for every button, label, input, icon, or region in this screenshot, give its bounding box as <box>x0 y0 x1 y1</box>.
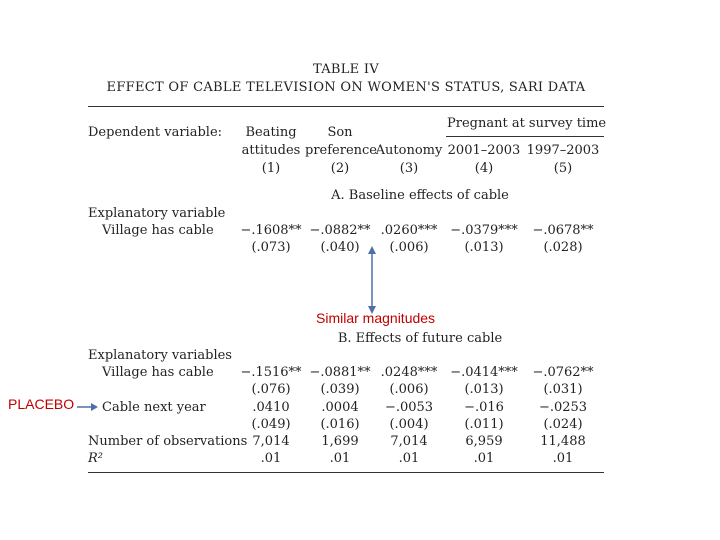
panel-b-row2-coef-5: −.0253 <box>538 400 588 415</box>
col2-line2: preference <box>305 143 377 158</box>
panel-a-se-4: (.013) <box>464 240 504 255</box>
r2-4: .01 <box>473 451 495 466</box>
col5-line2: 1997–2003 <box>526 143 600 158</box>
panel-b-row1-coef-5: −.0762** <box>532 365 594 380</box>
panel-b-row2-label: Cable next year <box>102 400 206 415</box>
panel-b-row2-coef-4: −.016 <box>464 400 504 415</box>
right-arrow-icon <box>76 400 100 414</box>
panel-b-row2-se-1: (.049) <box>251 417 291 432</box>
r2-2: .01 <box>329 451 351 466</box>
panel-b-row1-se-5: (.031) <box>543 382 583 397</box>
r2-1: .01 <box>260 451 282 466</box>
panel-b-row1-se-2: (.039) <box>320 382 360 397</box>
col1-num: (1) <box>261 161 281 176</box>
panel-b-row2-se-5: (.024) <box>543 417 583 432</box>
panel-a-se-2: (.040) <box>320 240 360 255</box>
obs-4: 6,959 <box>465 434 503 449</box>
panel-a-se-3: (.006) <box>389 240 429 255</box>
col1-line1: Beating <box>245 125 297 140</box>
panel-a-coef-1: −.1608** <box>240 223 302 238</box>
col4-line2: 2001–2003 <box>447 143 521 158</box>
panel-b-title: B. Effects of future cable <box>337 331 503 346</box>
similar-magnitudes-note: Similar magnitudes <box>316 310 436 326</box>
panel-a-expl-label: Explanatory variable <box>88 206 226 221</box>
panel-a-row-label: Village has cable <box>102 223 214 238</box>
panel-b-row2-se-3: (.004) <box>389 417 429 432</box>
obs-2: 1,699 <box>321 434 359 449</box>
col2-num: (2) <box>330 161 350 176</box>
panel-b-row1-se-4: (.013) <box>464 382 504 397</box>
panel-a-title: A. Baseline effects of cable <box>331 188 509 203</box>
group-header: Pregnant at survey time <box>447 116 607 131</box>
placebo-note: PLACEBO <box>8 396 75 412</box>
r2-3: .01 <box>398 451 420 466</box>
panel-b-row2-se-4: (.011) <box>464 417 504 432</box>
dependent-label: Dependent variable: <box>88 125 223 140</box>
top-rule <box>88 106 604 107</box>
panel-b-row1-coef-1: −.1516** <box>240 365 302 380</box>
double-arrow-icon <box>362 244 382 316</box>
panel-b-row1-label: Village has cable <box>102 365 214 380</box>
panel-b-row1-coef-2: −.0881** <box>309 365 371 380</box>
col4-num: (4) <box>474 161 494 176</box>
obs-5: 11,488 <box>540 434 586 449</box>
col3-num: (3) <box>399 161 419 176</box>
panel-b-expl-label: Explanatory variables <box>88 348 232 363</box>
r2-label: R² <box>88 451 103 466</box>
panel-a-coef-4: −.0379*** <box>450 223 518 238</box>
panel-a-coef-2: −.0882** <box>309 223 371 238</box>
panel-a-coef-3: .0260*** <box>380 223 438 238</box>
table-subtitle: EFFECT OF CABLE TELEVISION ON WOMEN'S STATUS, SARI DATA <box>106 80 586 95</box>
panel-b-row2-se-2: (.016) <box>320 417 360 432</box>
group-rule <box>446 136 604 137</box>
col3-line2: Autonomy <box>375 143 443 158</box>
col1-line2: attitudes <box>241 143 301 158</box>
panel-b-row2-coef-3: −.0053 <box>384 400 434 415</box>
obs-1: 7,014 <box>252 434 290 449</box>
col2-line1: Son <box>327 125 353 140</box>
r2-5: .01 <box>552 451 574 466</box>
panel-a-coef-5: −.0678** <box>532 223 594 238</box>
obs-3: 7,014 <box>390 434 428 449</box>
col5-num: (5) <box>553 161 573 176</box>
panel-b-row2-coef-1: .0410 <box>252 400 290 415</box>
panel-b-row1-se-1: (.076) <box>251 382 291 397</box>
obs-label: Number of observations <box>88 434 248 449</box>
panel-b-row1-se-3: (.006) <box>389 382 429 397</box>
panel-b-row2-coef-2: .0004 <box>321 400 359 415</box>
panel-b-row1-coef-3: .0248*** <box>380 365 438 380</box>
panel-b-row1-coef-4: −.0414*** <box>450 365 518 380</box>
panel-a-se-1: (.073) <box>251 240 291 255</box>
table-title: TABLE IV <box>312 62 380 77</box>
bottom-rule <box>88 472 604 473</box>
panel-a-se-5: (.028) <box>543 240 583 255</box>
